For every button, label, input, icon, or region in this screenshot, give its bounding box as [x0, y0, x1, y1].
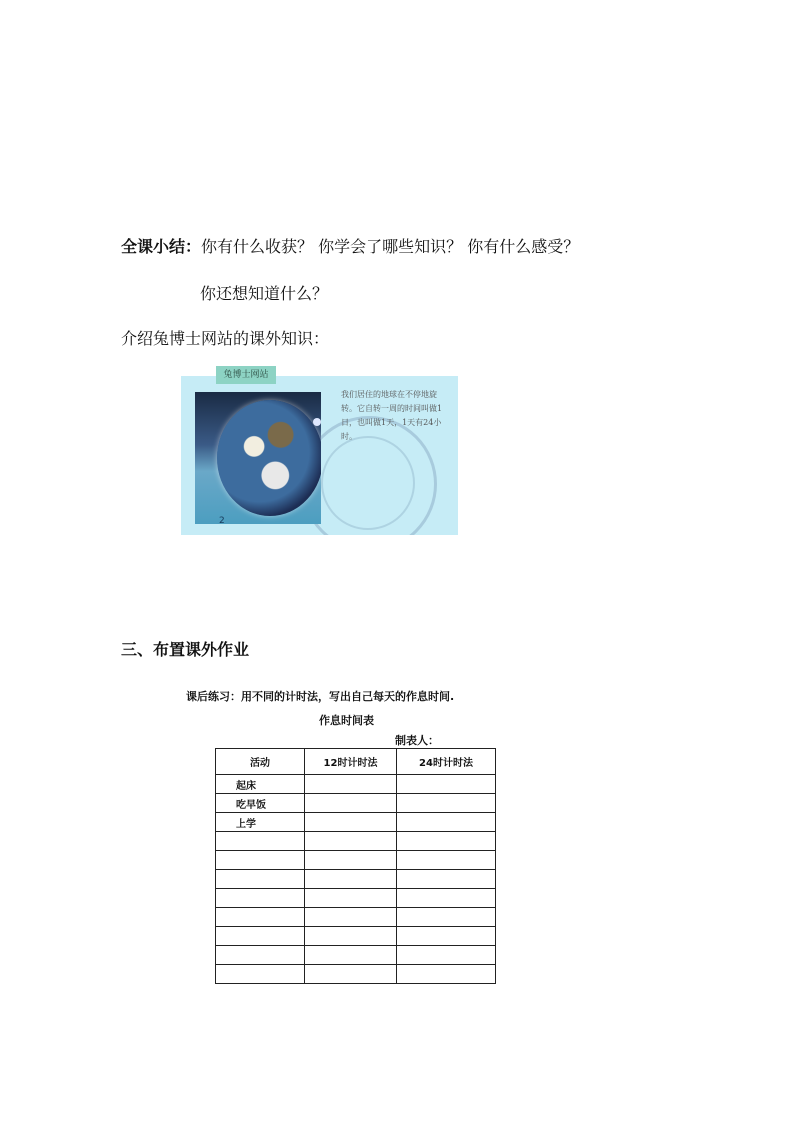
- summary-label: 全课小结：: [121, 237, 202, 256]
- table-row: [216, 908, 496, 927]
- table-row: [216, 832, 496, 851]
- time-12h-cell[interactable]: [305, 870, 397, 889]
- time-12h-cell[interactable]: [305, 794, 397, 813]
- activity-cell: [216, 870, 305, 889]
- activity-cell: [216, 965, 305, 984]
- table-header-row: [216, 749, 496, 775]
- table-row: [216, 794, 496, 813]
- schedule-table: [215, 748, 496, 984]
- schedule-table-title: 作息时间表: [319, 714, 374, 727]
- stamp-inner-ring: [321, 436, 415, 530]
- header-24h: 24时计时法: [397, 749, 496, 775]
- time-24h-cell[interactable]: [397, 965, 496, 984]
- time-12h-cell[interactable]: [305, 965, 397, 984]
- time-24h-cell[interactable]: [397, 889, 496, 908]
- activity-cell: [216, 908, 305, 927]
- table-row: [216, 851, 496, 870]
- header-12h: 12时计时法: [305, 749, 397, 775]
- summary-line: [121, 234, 579, 257]
- activity-cell: 上学: [216, 813, 305, 832]
- time-12h-cell[interactable]: [305, 832, 397, 851]
- time-12h-cell[interactable]: [305, 908, 397, 927]
- summary-question-2: 你还想知道什么？: [200, 284, 329, 303]
- activity-cell: 吃早饭: [216, 794, 305, 813]
- time-12h-cell[interactable]: [305, 851, 397, 870]
- header-activity: 活动: [216, 749, 305, 775]
- table-row: [216, 870, 496, 889]
- time-24h-cell[interactable]: [397, 813, 496, 832]
- figure-tag: 兔博士网站: [216, 366, 276, 384]
- table-row: [216, 813, 496, 832]
- table-row: [216, 775, 496, 794]
- activity-cell: [216, 832, 305, 851]
- time-24h-cell[interactable]: [397, 946, 496, 965]
- figure-caption: 我们居住的地球在不停地旋转。它自转一周的时间叫做1日，也叫做1天，1天有24小时。: [341, 390, 443, 441]
- time-12h-cell[interactable]: [305, 889, 397, 908]
- time-12h-cell[interactable]: [305, 775, 397, 794]
- section-heading: 三、布置课外作业: [121, 640, 250, 659]
- intro-text: 介绍兔博士网站的课外知识：: [121, 329, 330, 348]
- time-24h-cell[interactable]: [397, 794, 496, 813]
- time-24h-cell[interactable]: [397, 908, 496, 927]
- moon-icon: [313, 418, 321, 426]
- table-row: [216, 889, 496, 908]
- earth-globe: [217, 400, 321, 516]
- time-12h-cell[interactable]: [305, 813, 397, 832]
- time-24h-cell[interactable]: [397, 832, 496, 851]
- table-row: [216, 965, 496, 984]
- activity-cell: [216, 946, 305, 965]
- activity-cell: [216, 927, 305, 946]
- time-12h-cell[interactable]: [305, 946, 397, 965]
- activity-cell: 起床: [216, 775, 305, 794]
- exercise-instruction: 课后练习：用不同的计时法，写出自己每天的作息时间.: [186, 690, 455, 703]
- time-24h-cell[interactable]: [397, 927, 496, 946]
- summary-questions: 你有什么收获？ 你学会了哪些知识？ 你有什么感受？: [201, 237, 580, 256]
- time-12h-cell[interactable]: [305, 927, 397, 946]
- activity-cell: [216, 889, 305, 908]
- time-24h-cell[interactable]: [397, 870, 496, 889]
- time-24h-cell[interactable]: [397, 775, 496, 794]
- table-maker-label: 制表人：: [395, 734, 439, 747]
- table-row: [216, 927, 496, 946]
- website-figure: [181, 376, 458, 535]
- earth-photo: [195, 392, 321, 524]
- figure-page-number: 2: [219, 516, 225, 524]
- time-24h-cell[interactable]: [397, 851, 496, 870]
- table-row: [216, 946, 496, 965]
- activity-cell: [216, 851, 305, 870]
